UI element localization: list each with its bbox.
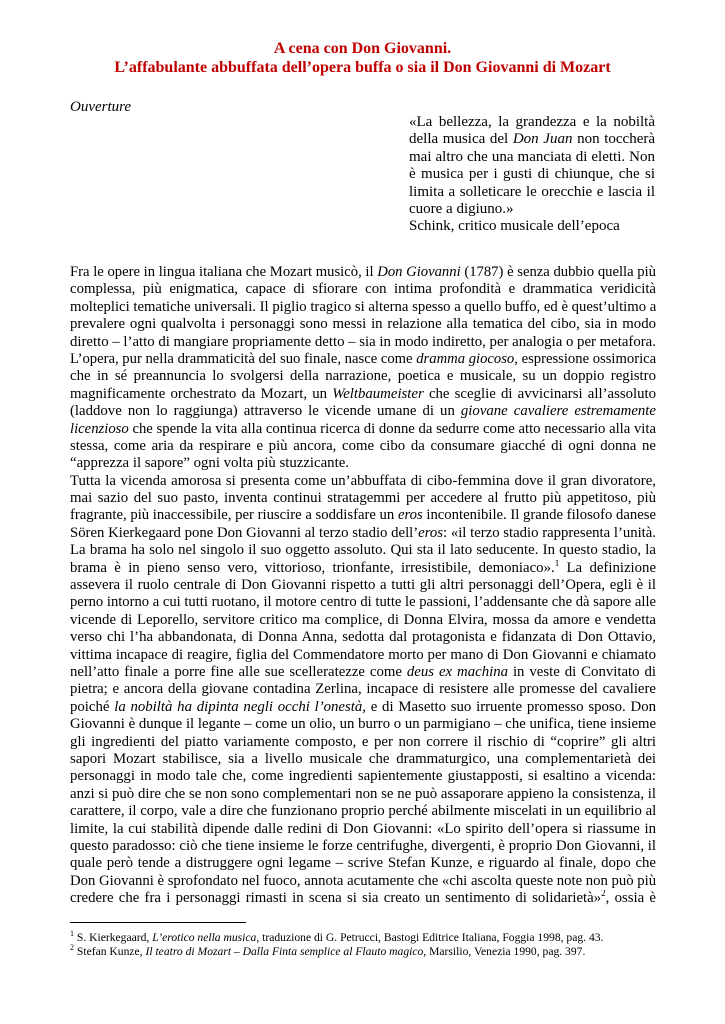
body-line: carattere, il corpo, vale a dire che funzionano proprio perché abilmente miscelati in un equilibrio al [70, 803, 656, 820]
italic-text: deus ex machina [406, 663, 508, 680]
body-line: mai sazio del suo pasto, inventa continui stratagemmi per accedere al frutto più appetitoso, più [70, 490, 656, 507]
text: Fra le opere in lingua italiana che Mozart musicò, il [70, 264, 378, 280]
footnotes [70, 931, 656, 959]
text: nell’atto finale a porre fine alle sue scelleratezze come [70, 663, 407, 680]
body-line [70, 890, 656, 907]
body-line: vicende di Leporello, servitore critico ma complice, di Donna Elvira, mossa da amore e vendetta [70, 611, 656, 628]
epigraph-line: limita a solleticare le orecchie e lascia il [409, 183, 655, 200]
body-line: anzi si può dire che se non sono complementari non se ne può assaporare appieno la consistenza, il [70, 785, 656, 802]
italic-text: Weltbaumeister [332, 385, 424, 402]
body-line [70, 664, 656, 681]
footnote-number: 2 [70, 943, 74, 952]
epigraph-attribution: Schink, critico musicale dell’epoca [409, 218, 620, 235]
body-line [70, 351, 656, 368]
footnote-ref-1[interactable]: 1 [554, 559, 560, 568]
text: : «il terzo stadio rappresenta l’unità. [443, 524, 656, 541]
body-line [70, 403, 656, 420]
text: Sören Kierkegaard pone Don Giovanni al terzo stadio dell’ [70, 524, 419, 541]
body-line: quale però tende a distruggere ogni legame – scrive Stefan Kunze, e riguardo al finale, dopo che [70, 855, 656, 872]
body-line [70, 386, 656, 403]
footnote-separator [70, 922, 246, 923]
epigraph-italic: Don Juan [512, 131, 573, 148]
body-line: sapori Mozart stabilisce, sia a livello musicale che drammaturgico, una complementarietà dei [70, 750, 656, 767]
body-line: questo paradosso: ciò che tiene insieme le forze centrifughe, divergenti, è proprio Don Giovanni, il [70, 837, 656, 854]
title-line-1: A cena con Don Giovanni. [273, 40, 452, 57]
text: , ossia è [605, 890, 656, 907]
body-text [70, 264, 656, 907]
body-line: verso chi l’ha abbandonata, di Donna Anna, sedotta dal protagonista e fidanzata di Don Ottavio, [70, 629, 656, 646]
italic-text: eros [397, 507, 423, 524]
epigraph-line: «La bellezza, la grandezza e la nobiltà [409, 114, 655, 130]
text: L’opera, pur nella drammaticità del suo finale, nasce come [70, 350, 417, 367]
body-line: Tutta la vicenda amorosa si presenta come un’abbuffata di cibo-femmina dove il gran divoratore, [70, 472, 656, 489]
text: incontenibile. Il grande filosofo danese [422, 507, 656, 524]
text: S. Kierkegaard, [74, 931, 153, 944]
body-line: “apprezza il sapore” ogni volta più stuzzicante. [70, 455, 349, 472]
body-line: pietra; e ancora della giovane contadina Zerlina, incapace di resistere alle promesse del cavaliere [70, 681, 656, 698]
text: che sceglie di avvicinarsi all’assoluto [423, 385, 656, 402]
italic-text: Don Giovanni [377, 264, 461, 280]
text: che spende la vita alla continua ricerca di donne da sedurre come atto necessario alla vita [128, 420, 656, 437]
text: brama è in pieno senso vero, vittorioso, trionfante, irresistibile, demoniaco». [70, 559, 555, 576]
epigraph-quote [409, 114, 655, 236]
body-line [70, 525, 656, 542]
body-line [70, 560, 656, 577]
section-label: Ouverture [70, 99, 132, 115]
italic-text: la nobiltà ha dipinta negli occhi l’onestà [114, 698, 363, 715]
page-title [0, 39, 725, 77]
italic-text: Il teatro di Mozart – Dalla Finta semplice al Flauto magico [145, 945, 424, 958]
body-line: vittima incapace di reagire, figlia del Commendatore morto per mano di Don Giovanni e chiamato [70, 646, 656, 663]
text: Stefan Kunze, [74, 945, 146, 958]
text: , Marsilio, Venezia 1990, pag. 397. [423, 945, 586, 958]
epigraph-line: è musica per i gusti di chiunque, che si [409, 166, 655, 183]
body-line [70, 421, 656, 438]
epigraph-line: mai altro che una manciata di eletti. Non [409, 148, 655, 165]
body-line [70, 264, 656, 281]
footnote-ref-2[interactable]: 2 [601, 890, 606, 899]
text: La definizione [559, 559, 656, 576]
epigraph-text: non toccherà [572, 131, 656, 148]
body-line: che in sé preannuncia lo svolgersi della narrazione, poetica e musicale, su un doppio registro [70, 368, 656, 385]
italic-text: giovane cavaliere estremamente [460, 403, 656, 420]
text: in veste di Convitato di [508, 663, 656, 680]
body-line: assevera il ruolo centrale di Don Giovanni rispetto a tutti gli altri personaggi dell’Opera, egli è il [70, 577, 656, 594]
body-line: limite, la cui stabilità dipende dalle redini di Don Giovanni: «Lo spirito dell’opera si riassume in [70, 820, 656, 837]
body-line: perno intorno a cui tutti ruotano, il motore centro di tutte le passioni, l’addensante che dà sapore alle [70, 594, 656, 611]
footnote-1 [70, 931, 656, 945]
footnote-2 [70, 945, 656, 959]
body-line: gli ingredienti del piatto variamente composto, e per non correre il rischio di “coprire” gli altri [70, 733, 656, 750]
body-line: prevalere ogni qualvolta i personaggi sono messi in relazione alla tematica del cibo, sia in modo [70, 316, 656, 333]
body-line: La brama ha solo nel singolo il suo oggetto assoluto. Qui sta il lato seducente. In questo stadio, la [70, 542, 656, 559]
title-line-2: L’affabulante abbuffata dell’opera buffa o sia il Don Giovanni di Mozart [114, 59, 611, 76]
text: (1787) è senza dubbio quella più [460, 264, 656, 280]
body-line [70, 507, 656, 524]
epigraph-line [409, 131, 655, 148]
text: (laddove non lo raggiunga) attraverso le vicende umane di un [70, 403, 461, 420]
body-line: personaggi in modo tale che, come ingredienti sapientemente giustapposti, si esaltino a vicenda: [70, 768, 656, 785]
epigraph-line: cuore a digiuno.» [409, 201, 514, 218]
body-line: Giovanni è dunque il legante – come un olio, un burro o un parmigiano – che unifica, tiene insieme [70, 716, 656, 733]
italic-text: dramma giocoso [416, 350, 515, 367]
body-line [70, 699, 656, 716]
italic-text: licenzioso [70, 420, 129, 437]
italic-text: eros [418, 524, 443, 541]
italic-text: L’erotico nella musica [152, 931, 257, 944]
text: , e di Masetto suo irruente promesso sposo. Don [362, 698, 656, 715]
text: magnificamente orchestrato da Mozart, un [70, 385, 333, 402]
text: , espressione ossimorica [514, 350, 656, 367]
text: poiché [70, 698, 115, 715]
body-line: complessa, più enigmatica, capace di sfiorare con intima profondità e drammatica veridicità [70, 281, 656, 298]
body-line: stessa, come aria da respirare e più ancora, come cibo da consumare giacché di ogni donna ne [70, 437, 656, 454]
epigraph-text: della musica del [409, 131, 513, 148]
text: credere che fra i personaggi rimasti in scena si sia creato un sentimento di solidarietà» [70, 890, 602, 907]
body-line: molteplici tematiche universali. Il piglio tragico si alterna spesso a quello buffo, ed è quest’ultimo a [70, 298, 656, 315]
text: , traduzione di G. Petrucci, Bastogi Editrice Italiana, Foggia 1998, pag. 43. [256, 931, 604, 944]
text: fragrante, più inaccessibile, per riuscire a soddisfare un [70, 507, 398, 524]
body-line: Don Giovanni è sprofondato nel fuoco, annota acutamente che «chi ascolta queste note non può più [70, 872, 656, 889]
body-line: diretto – l’atto di mangiare propriamente detto – sia in modo indiretto, per analogia o per metafora. [70, 333, 656, 350]
footnote-number: 1 [70, 929, 74, 938]
